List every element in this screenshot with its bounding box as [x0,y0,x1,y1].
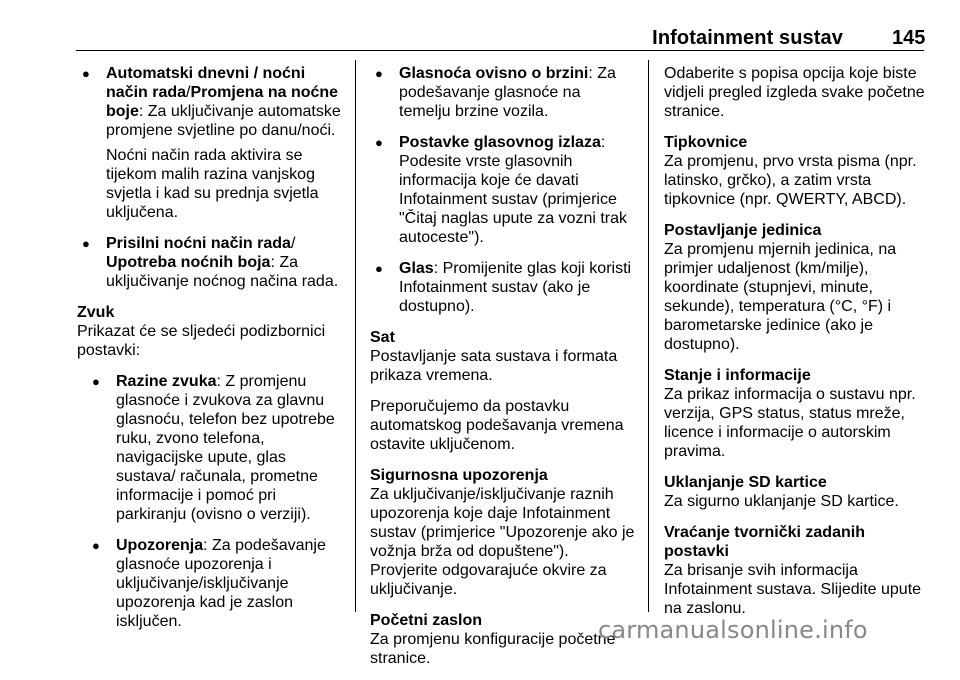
section-text: Za promjenu mjernih jedinica, na primjer udaljenost (km/milje), koordinate (stupnjevi, minute, sekunde), temperatura (°C, °F) i barometarske jedinice (ako je dostupno). [664,241,897,353]
page-header [0,0,960,60]
column-divider-2 [648,60,649,612]
list-item [370,259,635,316]
description: : Za uključivanje noćnog načina rada. [106,254,339,290]
section-heading: Sigurnosna upozorenja [370,467,548,484]
watermark: carmanualsonline.info [598,616,868,644]
term: Upozorenja [116,537,204,554]
section-text: Za uključivanje/isključivanje raznih upozorenja koje daje Infotainment sustav (primjerice "Upozorenje ako je vožnja brža od dopuštene"). Provjerite odgovarajuće okvire za uključivanje. [370,486,635,598]
section-text: Postavljanje sata sustava i formata prikaza vremena. [370,348,618,384]
list-item [370,64,635,121]
description: : Za podešavanje glasnoće na temelju brzine vozila. [399,65,616,120]
column-divider-1 [355,60,356,612]
section-text: Za promjenu konfiguracije početne stranice. [370,631,616,667]
section-heading: Sat [370,329,395,346]
section-heading: Zvuk [77,304,115,321]
term: Promjena na noćne boje [106,84,339,120]
section-text: Za promjenu, prvo vrsta pisma (npr. latinsko, grčko), a zatim vrsta tipkovnice (npr. QWERTY, ABCD). [664,153,917,208]
section [664,473,928,511]
section-heading: Uklanjanje SD kartice [664,474,827,491]
section [664,366,928,461]
section [664,523,928,618]
section [664,133,928,209]
list-item [77,64,349,222]
term-separator: / [290,235,296,252]
description: : Z promjenu glasnoće i zvukova za glavnu glasnoću, telefon bez upotrebe ruku, zvono telefona, navigacijske upute, glas sustava/ računala, prometne informacije i pomoć pri parkiranju (ovisno o verziji). [116,373,335,523]
term: Upotreba noćnih boja [106,254,271,271]
section-heading: Stanje i informacije [664,367,811,384]
section [370,466,635,599]
section [77,303,349,360]
list-item [370,133,635,247]
header-rule [76,50,924,51]
list-item [87,372,349,524]
section-text: Za brisanje svih informacija Infotainment sustava. Slijedite upute na zaslonu. [664,562,922,617]
section [664,221,928,354]
term: Automatski dnevni / noćni način rada [106,65,306,101]
term: Postavke glasovnog izlaza [399,134,601,151]
section-heading: Postavljanje jedinica [664,222,822,239]
description: : Podesite vrste glasovnih informacija koje će davati Infotainment sustav (primjerice "Čitaj naglas upute za vozni trak autoceste"). [399,134,628,246]
term: Razine zvuka [116,373,217,390]
section-text: Za sigurno uklanjanje SD kartice. [664,493,899,510]
page-number: 145 [892,27,926,49]
section [370,611,635,668]
section [370,328,635,385]
description: : Za podešavanje glasnoće upozorenja i uključivanje/isključivanje upozorenja kad je zaslon isključen. [116,537,326,630]
section-heading: Tipkovnice [664,134,748,151]
description: : Promijenite glas koji koristi Infotainment sustav (ako je dostupno). [399,260,632,315]
term: Glas [399,260,434,277]
column-2 [370,64,635,680]
column-1 [77,64,349,643]
term-separator: / [186,84,191,101]
paragraph: Odaberite s popisa opcija koje biste vidjeli pregled izgleda svake početne stranice. [664,65,925,120]
description: Noćni način rada aktivira se tijekom malih razina vanjskog svjetla i kad su prednja svjetla uključena. [106,147,319,221]
section-heading: Početni zaslon [370,612,483,629]
section-text: Prikazat će se sljedeći podizbornici postavki: [77,323,326,359]
paragraph: Preporučujemo da postavku automatskog podešavanja vremena ostavite uključenom. [370,398,624,453]
description: : Za uključivanje automatske promjene svjetline po danu/noći. [106,103,341,139]
term: Prisilni noćni način rada [106,235,291,252]
section-title: Infotainment sustav [652,27,843,49]
section-heading: Vraćanje tvornički zadanih postavki [664,524,865,560]
list-item [87,536,349,631]
term: Glasnoća ovisno o brzini [399,65,589,82]
section-text: Za prikaz informacija o sustavu npr. verzija, GPS status, status mreže, licence i informacije o autorskim pravima. [664,386,916,460]
list-item [77,234,349,291]
column-3 [664,64,928,630]
